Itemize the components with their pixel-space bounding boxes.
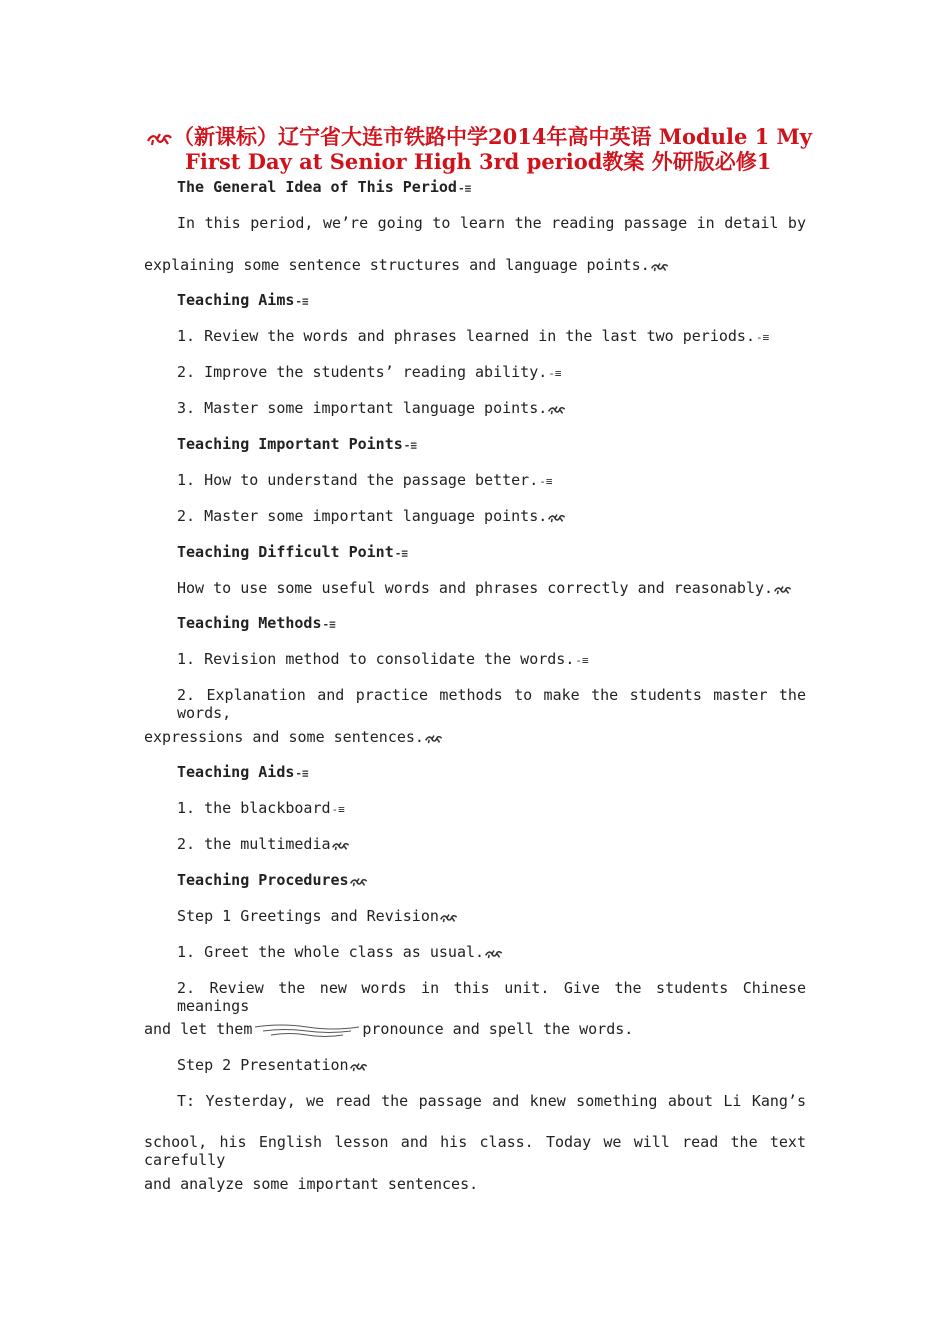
dragon-logo-icon (774, 585, 792, 595)
heading-teaching-procedures: Teaching Procedures (177, 871, 368, 889)
heading-general-idea: The General Idea of This Period-≡ (177, 178, 472, 196)
dragon-logo-icon (548, 513, 566, 523)
heading-teaching-aims: Teaching Aims-≡ (177, 291, 309, 309)
dragon-logo-icon (440, 913, 458, 923)
aims-item: 3. Master some important language points. (177, 399, 566, 417)
dragon-logo-icon (485, 949, 503, 959)
aims-item: 2. Improve the students’ reading ability.-≡ (177, 363, 562, 381)
idea-paragraph-line-1: In this period, we’re going to learn the reading passage in detail by (177, 214, 806, 232)
step-1-item: 1. Greet the whole class as usual. (177, 943, 503, 961)
methods-item-line-2: expressions and some sentences. (144, 728, 443, 746)
important-item: 2. Master some important language points. (177, 507, 566, 525)
step-1-heading: Step 1 Greetings and Revision (177, 907, 458, 925)
heading-teaching-methods: Teaching Methods-≡ (177, 614, 336, 632)
dragon-logo-icon (350, 877, 368, 887)
dragon-logo-icon (350, 1062, 368, 1072)
difficult-text: How to use some useful words and phrases correctly and reasonably. (177, 579, 792, 597)
idea-paragraph-line-2: explaining some sentence structures and language points. (144, 256, 669, 274)
dragon-logo-icon (332, 841, 350, 851)
heading-important-points: Teaching Important Points-≡ (177, 435, 418, 453)
aids-item: 1. the blackboard-≡ (177, 799, 345, 817)
presentation-line-3: and analyze some important sentences. (144, 1175, 479, 1193)
wave-decoration-icon (255, 1023, 359, 1037)
important-item: 1. How to understand the passage better.-≡ (177, 471, 553, 489)
title-line-2: First Day at Senior High 3rd period教案 外研版必修1 (185, 149, 772, 174)
methods-item-line-1: 2. Explanation and practice methods to make the students master the words, (177, 686, 806, 722)
step-1-item-line-1: 2. Review the new words in this unit. Give the students Chinese meanings (177, 979, 806, 1015)
heading-teaching-aids: Teaching Aids-≡ (177, 763, 309, 781)
step-1-item-line-2: and let them pronounce and spell the words. (144, 1020, 634, 1038)
heading-difficult-point: Teaching Difficult Point-≡ (177, 543, 408, 561)
dragon-logo-icon (548, 405, 566, 415)
aims-item: 1. Review the words and phrases learned in the last two periods.-≡ (177, 327, 770, 345)
dragon-logo-icon (147, 132, 173, 146)
aids-item: 2. the multimedia (177, 835, 350, 853)
dragon-logo-icon (425, 734, 443, 744)
presentation-line-1: T: Yesterday, we read the passage and knew something about Li Kang’s (177, 1092, 806, 1110)
step-2-heading: Step 2 Presentation (177, 1056, 368, 1074)
presentation-line-2: school, his English lesson and his class. Today we will read the text carefully (144, 1133, 806, 1169)
dragon-logo-icon (651, 262, 669, 272)
title-line-1: （新课标）辽宁省大连市铁路中学2014年高中英语 Module 1 My (173, 124, 812, 149)
methods-item: 1. Revision method to consolidate the words.-≡ (177, 650, 589, 668)
document-title (146, 124, 816, 174)
